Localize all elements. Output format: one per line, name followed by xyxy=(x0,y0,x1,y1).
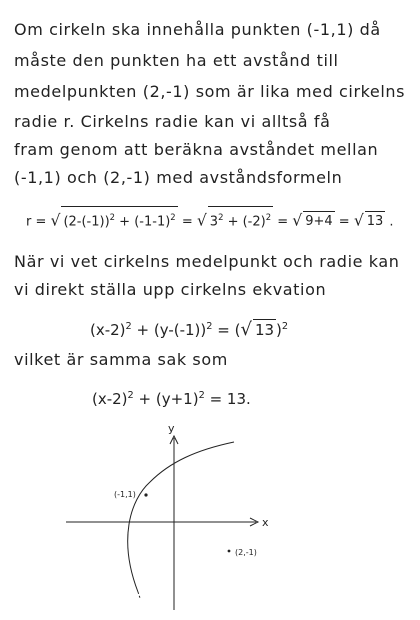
text-line-4: radie r. Cirkelns radie kan vi alltså få xyxy=(14,112,331,131)
text-line-3: medelpunkten (2,-1) som är lika med cirkelns xyxy=(14,82,406,101)
circle-arc xyxy=(128,442,234,592)
text-line-9: vilket är samma sak som xyxy=(14,350,228,369)
circle-arc-dashed-end xyxy=(138,592,140,598)
text-line-6: (-1,1) och (2,-1) med avståndsformeln xyxy=(14,168,343,187)
text-line-8: vi direkt ställa upp cirkelns ekvation xyxy=(14,280,327,299)
text-line-2: måste den punkten ha ett avstånd till xyxy=(14,51,339,70)
point-a-label: (-1,1) xyxy=(114,490,136,499)
radius-formula: r = √ $(2-(-1))^2 + (-1-1)^2$ = √ $3^2 + (-2)^2$ = √ 9+4 = √ 13 . xyxy=(26,206,394,232)
point-b-label: (2,-1) xyxy=(235,548,257,557)
radical-3: 9+4 xyxy=(303,211,334,232)
x-axis-label: x xyxy=(262,516,269,529)
circle-equation-simplified: $(x-2)^2 + (y+1)^2 = 13$. xyxy=(92,390,251,408)
radical-2: $3^2 + (-2)^2$ xyxy=(208,206,273,232)
text-line-1: Om cirkeln ska innehålla punkten (-1,1) då xyxy=(14,20,381,39)
radical-4: 13 xyxy=(365,211,386,232)
y-axis-label: y xyxy=(168,422,175,435)
radical-1: $(2-(-1))^2 + (-1-1)^2$ xyxy=(61,206,177,232)
text-line-7: När vi vet cirkelns medelpunkt och radie kan xyxy=(14,252,400,271)
point-b xyxy=(228,550,231,553)
circle-equation: $(x-2)^2 + (y-(-1))^2$ = (√ 13 )$^2$ xyxy=(90,319,289,340)
text-line-5: fram genom att beräkna avståndet mellan xyxy=(14,140,379,159)
point-a xyxy=(144,493,147,496)
